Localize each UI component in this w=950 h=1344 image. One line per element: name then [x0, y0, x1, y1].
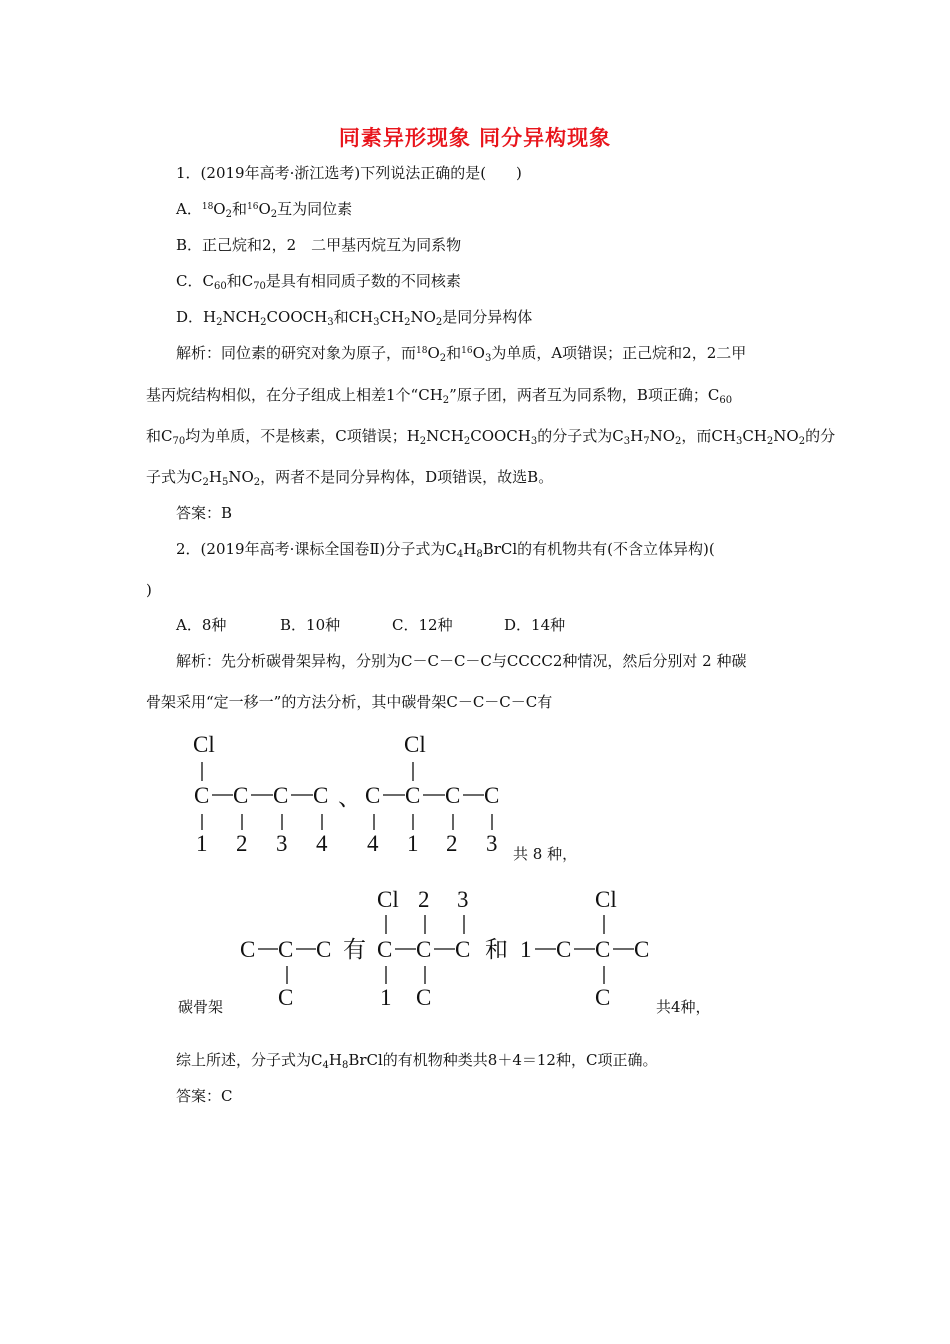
- q2-analysis-line1: 解析：先分析碳骨架异构，分别为C－C－C－C与CCCC2种情况，然后分别对 2 种碳: [176, 652, 747, 670]
- q2-stem: 2．(2019年高考·课标全国卷Ⅱ)分子式为$C_4H_8BrCl$的有机物共有(不含立体异构)(: [176, 540, 715, 560]
- carbon-atom: C: [405, 783, 421, 808]
- carbon-atom: C: [484, 783, 500, 808]
- carbon-atom: C: [455, 937, 471, 962]
- q1-answer: 答案：B: [176, 504, 233, 522]
- position-number: 3: [486, 831, 498, 856]
- q2-analysis-line2: 骨架采用“定一移一”的方法分析，其中碳骨架C－C－C－C有: [146, 693, 553, 711]
- q2-option-c: C．12种: [392, 616, 453, 634]
- q1-stem: 1．(2019年高考·浙江选考)下列说法正确的是( ): [176, 164, 522, 182]
- q2-option-a: A．8种: [176, 616, 227, 634]
- separator-mark: 、: [338, 785, 361, 810]
- q1-option-c: C．$C_{60}$和$C_{70}$是具有相同质子数的不同核素: [176, 272, 461, 292]
- carbon-atom: C: [233, 783, 249, 808]
- q1-analysis-line2: 基丙烷结构相似，在分子组成上相差1个“$CH_2$”原子团，两者互为同系物，B项正确；$C_{60}$: [146, 386, 733, 406]
- q2-answer: 答案：C: [176, 1087, 233, 1105]
- position-number: 3: [457, 887, 469, 912]
- position-number: 2: [446, 831, 458, 856]
- carbon-atom: C: [377, 937, 393, 962]
- position-number: 3: [276, 831, 288, 856]
- structure-2b: [520, 887, 649, 1010]
- carbon-atom: C: [278, 937, 294, 962]
- carbon-atom: C: [273, 783, 289, 808]
- position-number: 1: [380, 985, 392, 1010]
- carbon-atom: C: [365, 783, 381, 808]
- q1-analysis-line3: 和$C_{70}$均为单质，不是核素，C项错误；$H_2NCH_2COOCH_3$的分子式为$C_3H_7NO_2$，而$CH_3CH_2NO_2$的分: [146, 427, 836, 447]
- structure-2-skeleton: [240, 937, 331, 1010]
- carbon-atom: C: [240, 937, 256, 962]
- connector-word: 和: [485, 937, 508, 962]
- structure-1a: [193, 732, 328, 856]
- chlorine-label: Cl: [595, 887, 617, 912]
- structure-2a: [377, 887, 470, 1010]
- position-number: 1: [520, 937, 532, 962]
- position-number: 1: [407, 831, 419, 856]
- position-number: 2: [236, 831, 248, 856]
- carbon-atom: C: [313, 783, 329, 808]
- diagram2-label: 碳骨架: [178, 998, 224, 1016]
- connector-word: 有: [343, 937, 366, 962]
- carbon-atom: C: [556, 937, 572, 962]
- q2-stem-continued: ): [146, 581, 152, 599]
- chlorine-label: Cl: [193, 732, 215, 757]
- q2-option-d: D．14种: [504, 616, 566, 634]
- q2-summary: 综上所述，分子式为$C_4H_8BrCl$的有机物种类共8＋4＝12种，C项正确。: [176, 1051, 658, 1071]
- q1-option-a: A．$^{18}O_2$和$^{16}O_2$互为同位素: [176, 200, 353, 220]
- q1-option-b: B．正己烷和2，2 二甲基丙烷互为同系物: [176, 236, 462, 254]
- carbon-atom: C: [278, 985, 294, 1010]
- chlorine-label: Cl: [377, 887, 399, 912]
- carbon-atom: C: [595, 937, 611, 962]
- q1-option-d: D．$H_2NCH_2COOCH_3$和$CH_3CH_2NO_2$是同分异构体: [176, 308, 533, 328]
- position-number: 1: [196, 831, 208, 856]
- carbon-atom: C: [416, 985, 432, 1010]
- carbon-atom: C: [416, 937, 432, 962]
- q2-option-b: B．10种: [280, 616, 341, 634]
- q1-analysis-line1: 解析：同位素的研究对象为原子，而$^{18}O_2$和$^{16}O_3$为单质，A项错误；正己烷和2，2二甲: [176, 344, 747, 364]
- carbon-atom: C: [445, 783, 461, 808]
- carbon-atom: C: [634, 937, 650, 962]
- position-number: 4: [367, 831, 379, 856]
- position-number: 4: [316, 831, 328, 856]
- diagram2-count-note: 共4种，: [656, 998, 711, 1016]
- chlorine-label: Cl: [404, 732, 426, 757]
- q1-analysis-line4: 子式为$C_2H_5NO_2$，两者不是同分异构体，D项错误，故选B。: [146, 468, 554, 488]
- page-title: 同素异形现象 同分异构现象: [338, 126, 612, 150]
- carbon-atom: C: [194, 783, 210, 808]
- position-number: 2: [418, 887, 430, 912]
- carbon-atom: C: [316, 937, 332, 962]
- structure-1b: [365, 732, 499, 856]
- diagram1-count-note: 共 8 种，: [513, 845, 578, 863]
- carbon-atom: C: [595, 985, 611, 1010]
